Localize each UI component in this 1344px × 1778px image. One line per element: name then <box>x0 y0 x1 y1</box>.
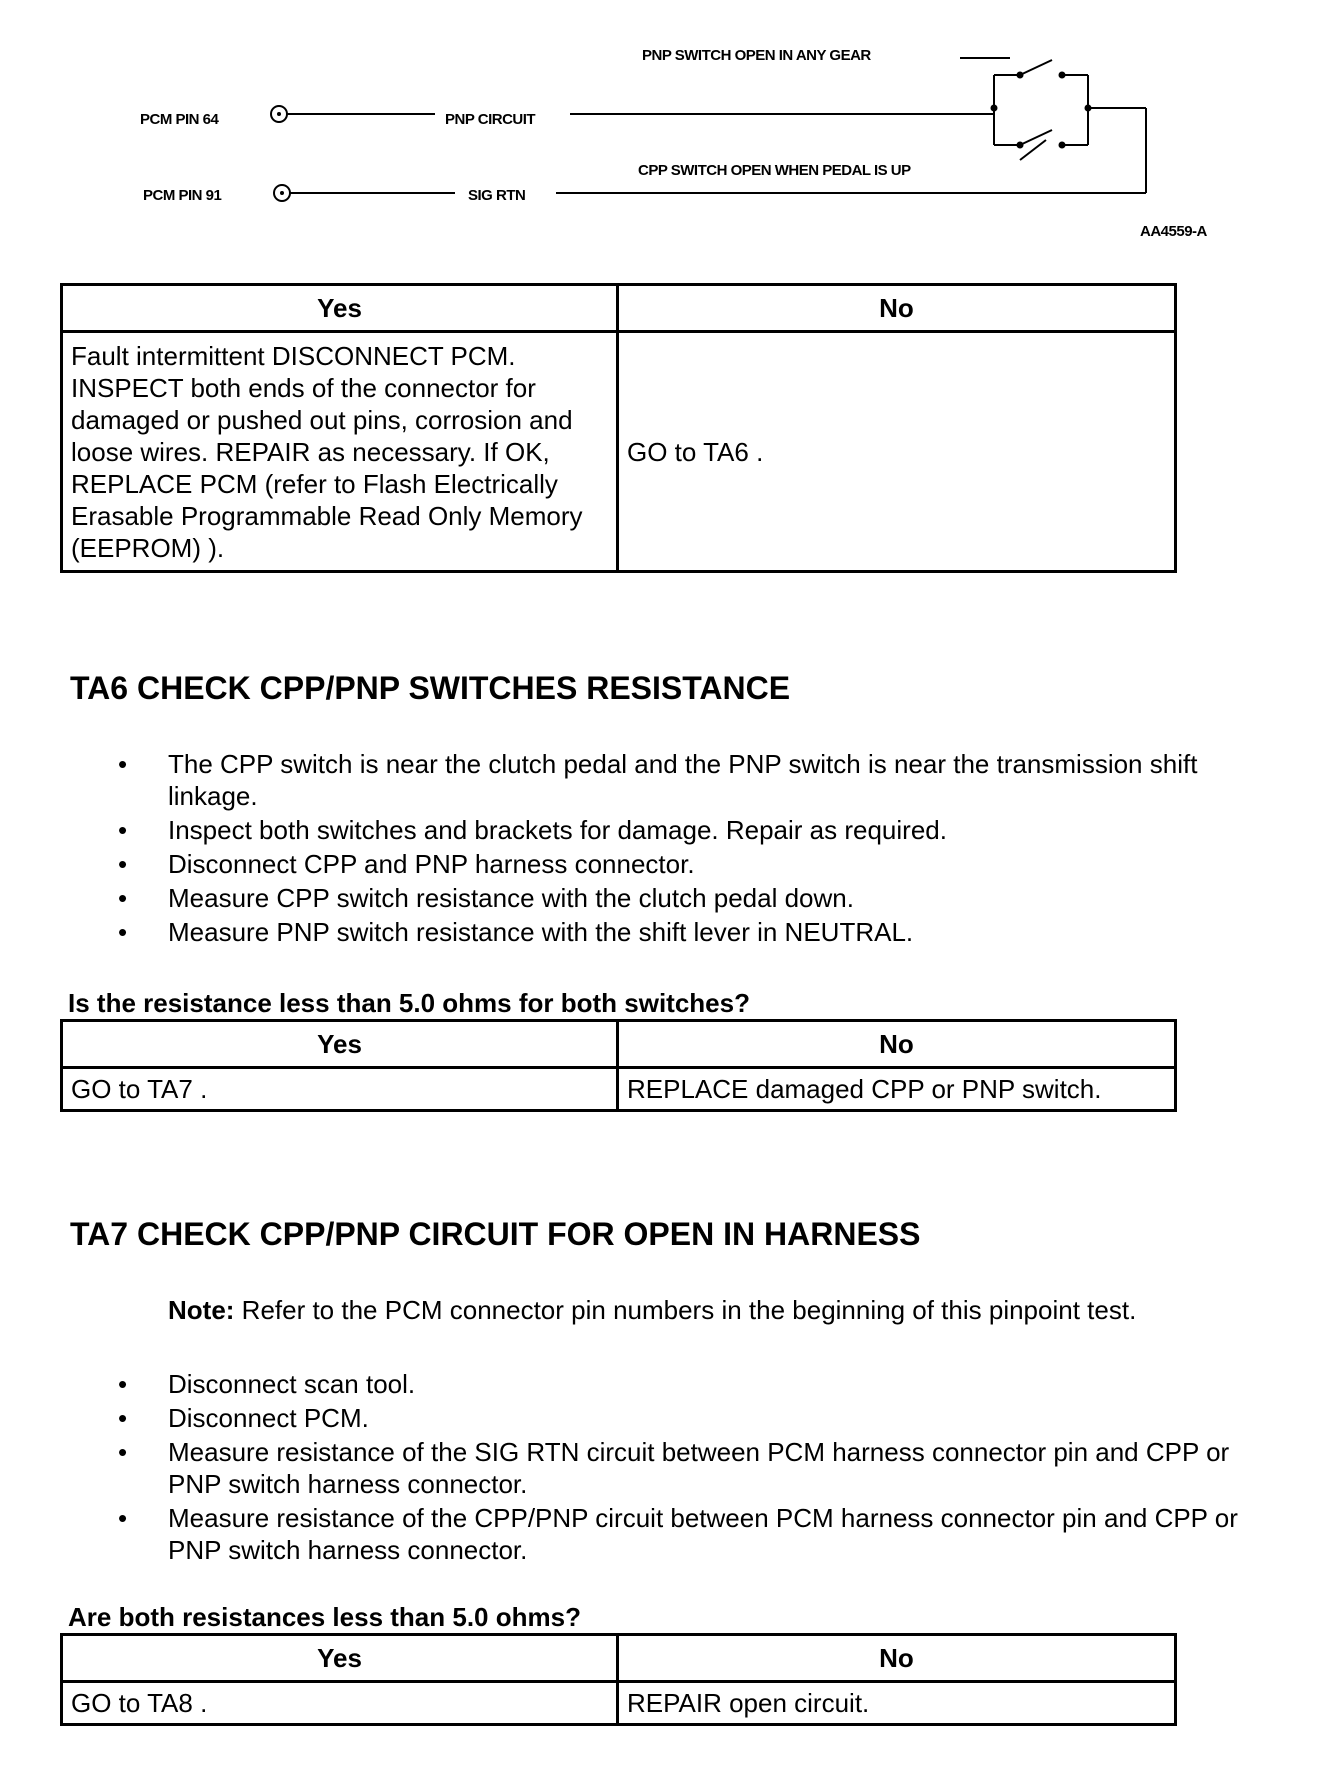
yes-header: Yes <box>62 1635 618 1682</box>
list-item: • Measure resistance of the SIG RTN circuit between PCM harness connector pin and CPP or PNP switch harness connector. <box>118 1436 1238 1500</box>
yes-header: Yes <box>62 1021 618 1068</box>
list-item: • Measure resistance of the CPP/PNP circuit between PCM harness connector pin and CPP or PNP switch harness connector. <box>118 1502 1238 1566</box>
list-item: • Inspect both switches and brackets for damage. Repair as required. <box>118 814 1238 846</box>
no-header: No <box>618 1635 1176 1682</box>
ta7-heading: TA7 CHECK CPP/PNP CIRCUIT FOR OPEN IN HARNESS <box>70 1216 921 1252</box>
result-table-ta7 <box>60 1633 1177 1726</box>
result-table-ta5 <box>60 283 1177 573</box>
no-header: No <box>618 1021 1176 1068</box>
list-item: • Measure CPP switch resistance with the clutch pedal down. <box>118 882 1238 914</box>
list-item: • Measure PNP switch resistance with the shift lever in NEUTRAL. <box>118 916 1238 948</box>
pnp-switch-label: PNP SWITCH OPEN IN ANY GEAR <box>642 47 871 64</box>
pcm-pin-64-label: PCM PIN 64 <box>140 111 219 128</box>
no-cell: REPAIR open circuit. <box>618 1682 1176 1725</box>
result-table-ta6 <box>60 1019 1177 1112</box>
no-header: No <box>618 285 1176 332</box>
ta7-question: Are both resistances less than 5.0 ohms? <box>68 1602 581 1632</box>
pnp-switch-icon <box>1020 60 1052 75</box>
pnp-circuit-label: PNP CIRCUIT <box>445 111 536 128</box>
ta6-steps <box>118 748 1238 950</box>
ta6-question: Is the resistance less than 5.0 ohms for both switches? <box>68 988 750 1018</box>
wiring-diagram <box>0 0 1344 250</box>
yes-header: Yes <box>62 285 618 332</box>
figure-id: AA4559-A <box>1140 223 1207 240</box>
no-cell: REPLACE damaged CPP or PNP switch. <box>618 1068 1176 1111</box>
yes-cell: Fault intermittent DISCONNECT PCM. INSPECT both ends of the connector for damaged or pushed out pins, corrosion and loose wires. REPAIR as necessary. If OK, REPLACE PCM (refer to Flash Electrically Erasable Programmable Read Only Memory (EEPROM) ). <box>62 332 618 572</box>
ta7-note <box>168 1295 1136 1326</box>
ta7-steps <box>118 1368 1238 1568</box>
cpp-switch-icon <box>1020 130 1052 145</box>
yes-cell: GO to TA8 . <box>62 1682 618 1725</box>
list-item: • Disconnect PCM. <box>118 1402 1238 1434</box>
note-text: Refer to the PCM connector pin numbers in the beginning of this pinpoint test. <box>234 1295 1137 1325</box>
cpp-switch-label: CPP SWITCH OPEN WHEN PEDAL IS UP <box>638 162 911 179</box>
sig-rtn-label: SIG RTN <box>468 187 526 204</box>
ta6-heading: TA6 CHECK CPP/PNP SWITCHES RESISTANCE <box>70 670 791 706</box>
yes-cell: GO to TA7 . <box>62 1068 618 1111</box>
list-item: • The CPP switch is near the clutch pedal and the PNP switch is near the transmission shift linkage. <box>118 748 1238 812</box>
pcm-pin-91-label: PCM PIN 91 <box>143 187 222 204</box>
list-item: • Disconnect CPP and PNP harness connector. <box>118 848 1238 880</box>
note-label: Note: <box>168 1295 235 1325</box>
no-cell: GO to TA6 . <box>618 332 1176 572</box>
list-item: • Disconnect scan tool. <box>118 1368 1238 1400</box>
